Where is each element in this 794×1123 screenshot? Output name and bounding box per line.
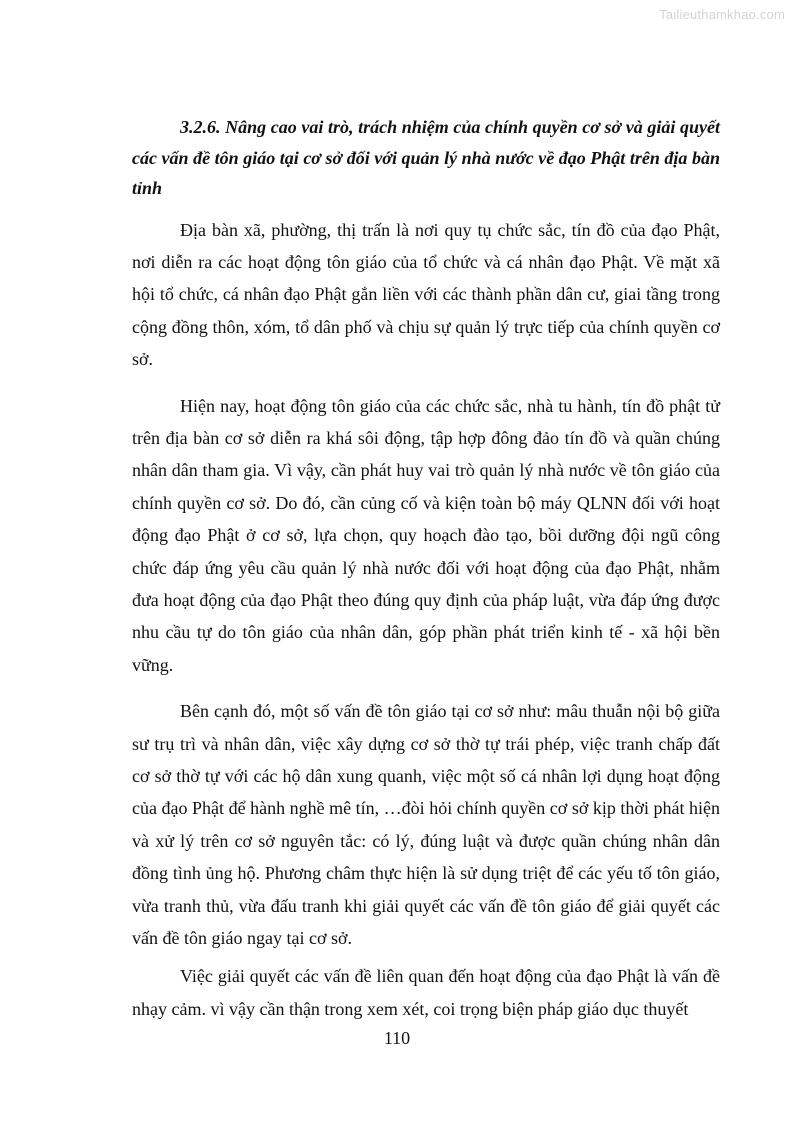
paragraph-1: Địa bàn xã, phường, thị trấn là nơi quy tụ chức sắc, tín đồ của đạo Phật, nơi diễn ra các hoạt động tôn giáo của tổ chức và cá nhân đạo Phật. Về mặt xã hội tổ chức, cá nhân đạo Phật gắn liền với các thành phần dân cư, giai tầng trong cộng đồng thôn, xóm, tổ dân phố và chịu sự quản lý trực tiếp của chính quyền cơ sở. [132,219,720,370]
page-content [132,112,720,1025]
paragraph-2: Hiện nay, hoạt động tôn giáo của các chức sắc, nhà tu hành, tín đồ phật tử trên địa bàn cơ sở diễn ra khá sôi động, tập hợp đông đảo tín đồ và quần chúng nhân dân tham gia. Vì vậy, cần phát huy vai trò quản lý nhà nước về tôn giáo của chính quyền cơ sở. Do đó, cần củng cố và kiện toàn bộ máy QLNN đối với hoạt động đạo Phật ở cơ sở, lựa chọn, quy hoạch đào tạo, bồi dưỡng đội ngũ công chức đáp ứng yêu cầu quản lý nhà nước đối với hoạt động của đạo Phật, nhằm đưa hoạt động của đạo Phật theo đúng quy định của pháp luật, vừa đáp ứng được nhu cầu tự do tôn giáo của nhân dân, góp phần phát triển kinh tế - xã hội bền vững. [132,395,720,675]
paragraph-4: Việc giải quyết các vấn đề liên quan đến hoạt động của đạo Phật là vấn đề nhạy cảm. vì vậy cần thận trong xem xét, coi trọng biện pháp giáo dục thuyết [132,966,720,1019]
watermark: Tailieuthamkhao.com [659,7,785,22]
section-heading: 3.2.6. Nâng cao vai trò, trách nhiệm của chính quyền cơ sở và giải quyết các vấn đề tôn giáo tại cơ sở đối với quản lý nhà nước về đạo Phật trên địa bàn tỉnh [132,117,720,198]
page-number: 110 [383,1028,411,1048]
paragraph-3: Bên cạnh đó, một số vấn đề tôn giáo tại cơ sở như: mâu thuẫn nội bộ giữa sư trụ trì và nhân dân, việc xây dựng cơ sở thờ tự trái phép, việc tranh chấp đất cơ sở thờ tự với các hộ dân xung quanh, việc một số cá nhân lợi dụng hoạt động của đạo Phật để hành nghề mê tín, …đòi hỏi chính quyền cơ sở kịp thời phát hiện và xử lý trên cơ sở nguyên tắc: có lý, đúng luật và được quần chúng nhân dân đồng tình ủng hộ. Phương châm thực hiện là sử dụng triệt để các yếu tố tôn giáo, vừa tranh thủ, vừa đấu tranh khi giải quyết các vấn đề tôn giáo để giải quyết các vấn đề tôn giáo ngay tại cơ sở. [132,701,720,949]
